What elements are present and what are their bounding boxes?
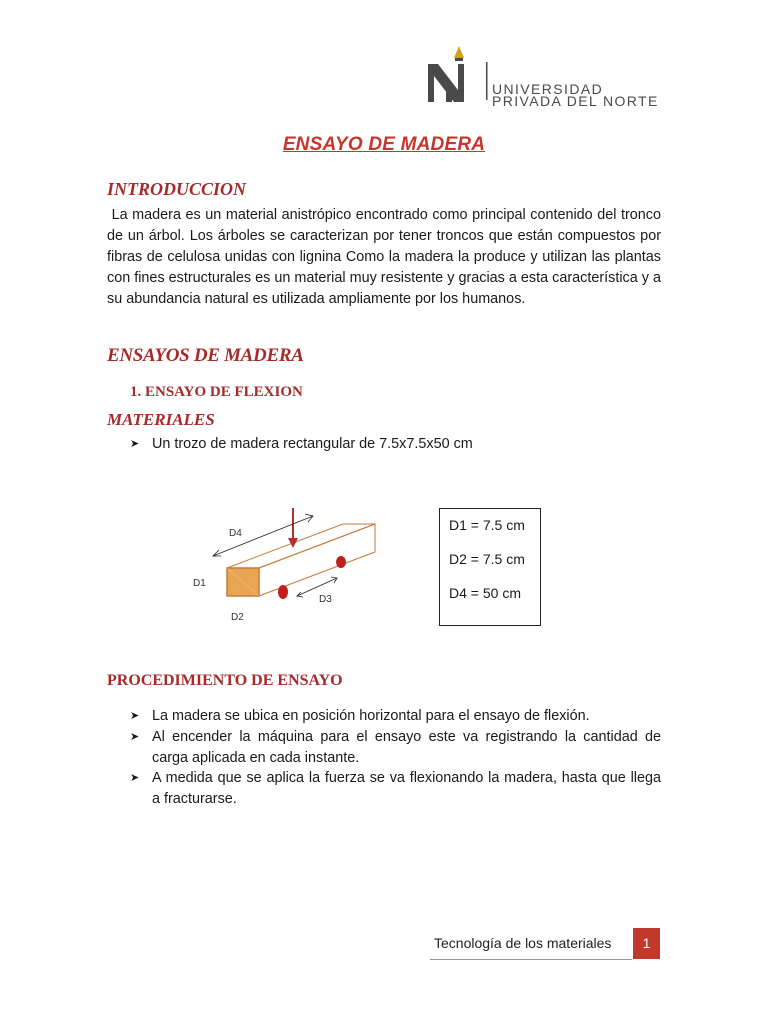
label-d2: D2 [231,612,244,623]
flexion-diagram [185,500,385,630]
list-item [130,727,661,769]
list-item [130,706,661,727]
support-icon [336,556,346,568]
footer-text: Tecnología de los materiales [434,935,612,951]
dimension-d4: D4 = 50 cm [449,585,521,601]
label-d3: D3 [319,594,332,605]
label-d4: D4 [229,528,242,539]
dimensions-box [439,508,541,626]
university-line-2: PRIVADA DEL NORTE [492,93,659,109]
arrow-bullet-icon: ➤ [130,731,140,743]
introduction-paragraph [107,205,661,310]
subsection-heading: 1. ENSAYO DE FLEXION [130,384,303,400]
procedure-heading: PROCEDIMIENTO DE ENSAYO [107,672,343,689]
arrow-bullet-icon: ➤ [130,772,140,784]
university-name [492,83,659,107]
arrow-bullet-icon: ➤ [130,710,140,722]
footer-divider [430,959,632,960]
list-item [130,434,661,455]
procedure-step: La madera se ubica en posición horizontal para el ensayo de flexión. [152,708,590,724]
support-icon [278,585,288,599]
section-heading: ENSAYOS DE MADERA [107,345,304,366]
label-d1: D1 [193,578,206,589]
procedure-step: A medida que se aplica la fuerza se va flexionando la madera, hasta que llega a fracturarse. [152,770,661,807]
university-line-1: UNIVERSIDAD [492,81,604,97]
materials-heading: MATERIALES [107,410,215,429]
page-title: ENSAYO DE MADERA [282,134,486,155]
list-item [130,768,661,810]
force-arrow-icon [288,538,298,548]
material-text: Un trozo de madera rectangular de 7.5x7.5x50 cm [152,436,473,452]
dimension-d1: D1 = 7.5 cm [449,517,525,533]
arrow-bullet-icon: ➤ [130,438,140,450]
introduction-heading: INTRODUCCION [107,179,247,199]
procedure-step: Al encender la máquina para el ensayo este va registrando la cantidad de carga aplicada en cada instante. [152,729,661,766]
introduction-text: La madera es un material anistrópico encontrado como principal contenido del tronco de un árbol. Los árboles se caracterizan por tener troncos que están compuestos por fibras de celulosa unidas con lignina Como la madera la produce y utilizan las plantas con fines estructurales es un material muy resistente y gracias a esta característica y a su abundancia natural es utilizada ampliamente por los humanos. [107,207,661,307]
dimension-d2: D2 = 7.5 cm [449,551,525,567]
page-number: 1 [633,928,660,959]
